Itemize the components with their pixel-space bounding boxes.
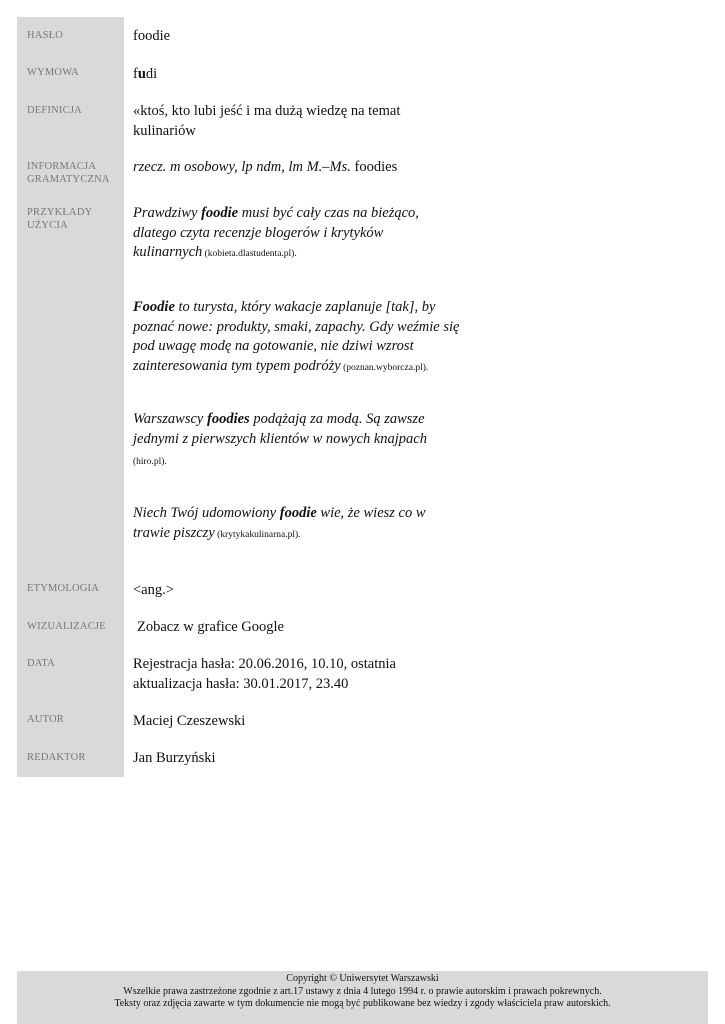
label-redaktor: REDAKTOR [27, 752, 86, 763]
example-keyword: Foodie [133, 299, 175, 315]
entry-pronunciation [133, 65, 463, 85]
label-wizualizacje: WIZUALIZACJE [27, 621, 106, 632]
example-keyword: foodies [207, 411, 250, 427]
example-4 [133, 504, 433, 545]
copyright-footer [17, 971, 708, 1024]
entry-grammar [133, 158, 473, 178]
label-data: DATA [27, 658, 55, 669]
label-przyklady-uzycia [27, 206, 127, 232]
entry-author: Maciej Czeszewski [133, 713, 246, 729]
label-przyklady-line1: PRZYKŁADY [27, 207, 93, 218]
entry-etymology: <ang.> [133, 582, 174, 598]
footer-copyright: Copyright © Uniwersytet Warszawski [286, 973, 439, 984]
example-post: podążają za modą. Są zawsze jednymi z pierwszych klientów w nowych knajpach [133, 411, 427, 447]
example-3 [133, 410, 433, 473]
example-pre: Prawdziwy [133, 205, 202, 221]
entry-editor: Jan Burzyński [133, 750, 216, 766]
pronunciation-post: di [145, 66, 158, 82]
pronunciation-stress: u [137, 66, 146, 82]
example-source: (krytykakulinarna.pl). [214, 529, 301, 540]
label-wymowa: WYMOWA [27, 67, 79, 78]
footer-notice: Teksty oraz zdjęcia zawarte w tym dokumencie nie mogą być publikowane bez wiedzy i zgody właściciela praw autorskich. [114, 998, 611, 1009]
label-autor: AUTOR [27, 714, 64, 725]
example-pre: Warszawscy [133, 411, 207, 427]
label-etymologia: ETYMOLOGIA [27, 583, 99, 594]
example-source: (kobieta.dlastudenta.pl). [202, 249, 297, 259]
example-pre: Niech Twój udomowiony [133, 505, 280, 521]
pronunciation-pre: f [133, 66, 138, 82]
label-przyklady-line2: UŻYCIA [27, 220, 68, 231]
example-source: (hiro.pl). [133, 457, 167, 467]
example-2 [133, 298, 463, 378]
grammar-italic: rzecz. m osobowy, lp ndm, lm M.–Ms. [133, 159, 351, 175]
entry-definition: «ktoś, kto lubi jeść i ma dużą wiedzę na temat kulinariów [133, 103, 401, 139]
label-haslo: HASŁO [27, 30, 64, 41]
google-images-link[interactable]: Zobacz w grafice Google [137, 619, 284, 635]
example-1 [133, 204, 428, 265]
example-post: to turysta, który wakacje zaplanuje [tak], by poznać nowe: produkty, smaki, zapachy. Gdy weźmie się pod uwagę modę na gotowanie, nie dziwi wzrost zainteresowania tym typem podróży [133, 299, 460, 374]
example-keyword: foodie [279, 505, 317, 521]
example-post: wie, że wiesz co w trawie piszczy [133, 505, 426, 541]
label-definicja: DEFINICJA [27, 105, 82, 116]
example-source: (poznan.wyborcza.pl). [340, 362, 429, 373]
entry-dates: Rejestracja hasła: 20.06.2016, 10.10, ostatnia aktualizacja hasła: 30.01.2017, 23.40 [133, 656, 396, 692]
label-informacja-gramatyczna [27, 160, 127, 186]
label-informacja-line1: INFORMACJA [27, 161, 97, 172]
label-informacja-line2: GRAMATYCZNA [27, 174, 110, 185]
example-post: musi być cały czas na bieżąco, dlatego czyta recenzje blogerów i krytyków kulinarnych [133, 205, 419, 260]
example-keyword: foodie [201, 205, 239, 221]
grammar-plural: foodies [350, 159, 398, 175]
entry-headword: foodie [133, 28, 171, 44]
footer-rights: Wszelkie prawa zastrzeżone zgodnie z art.17 ustawy z dnia 4 lutego 1994 r. o prawie autorskim i prawach pokrewnych. [123, 985, 602, 997]
